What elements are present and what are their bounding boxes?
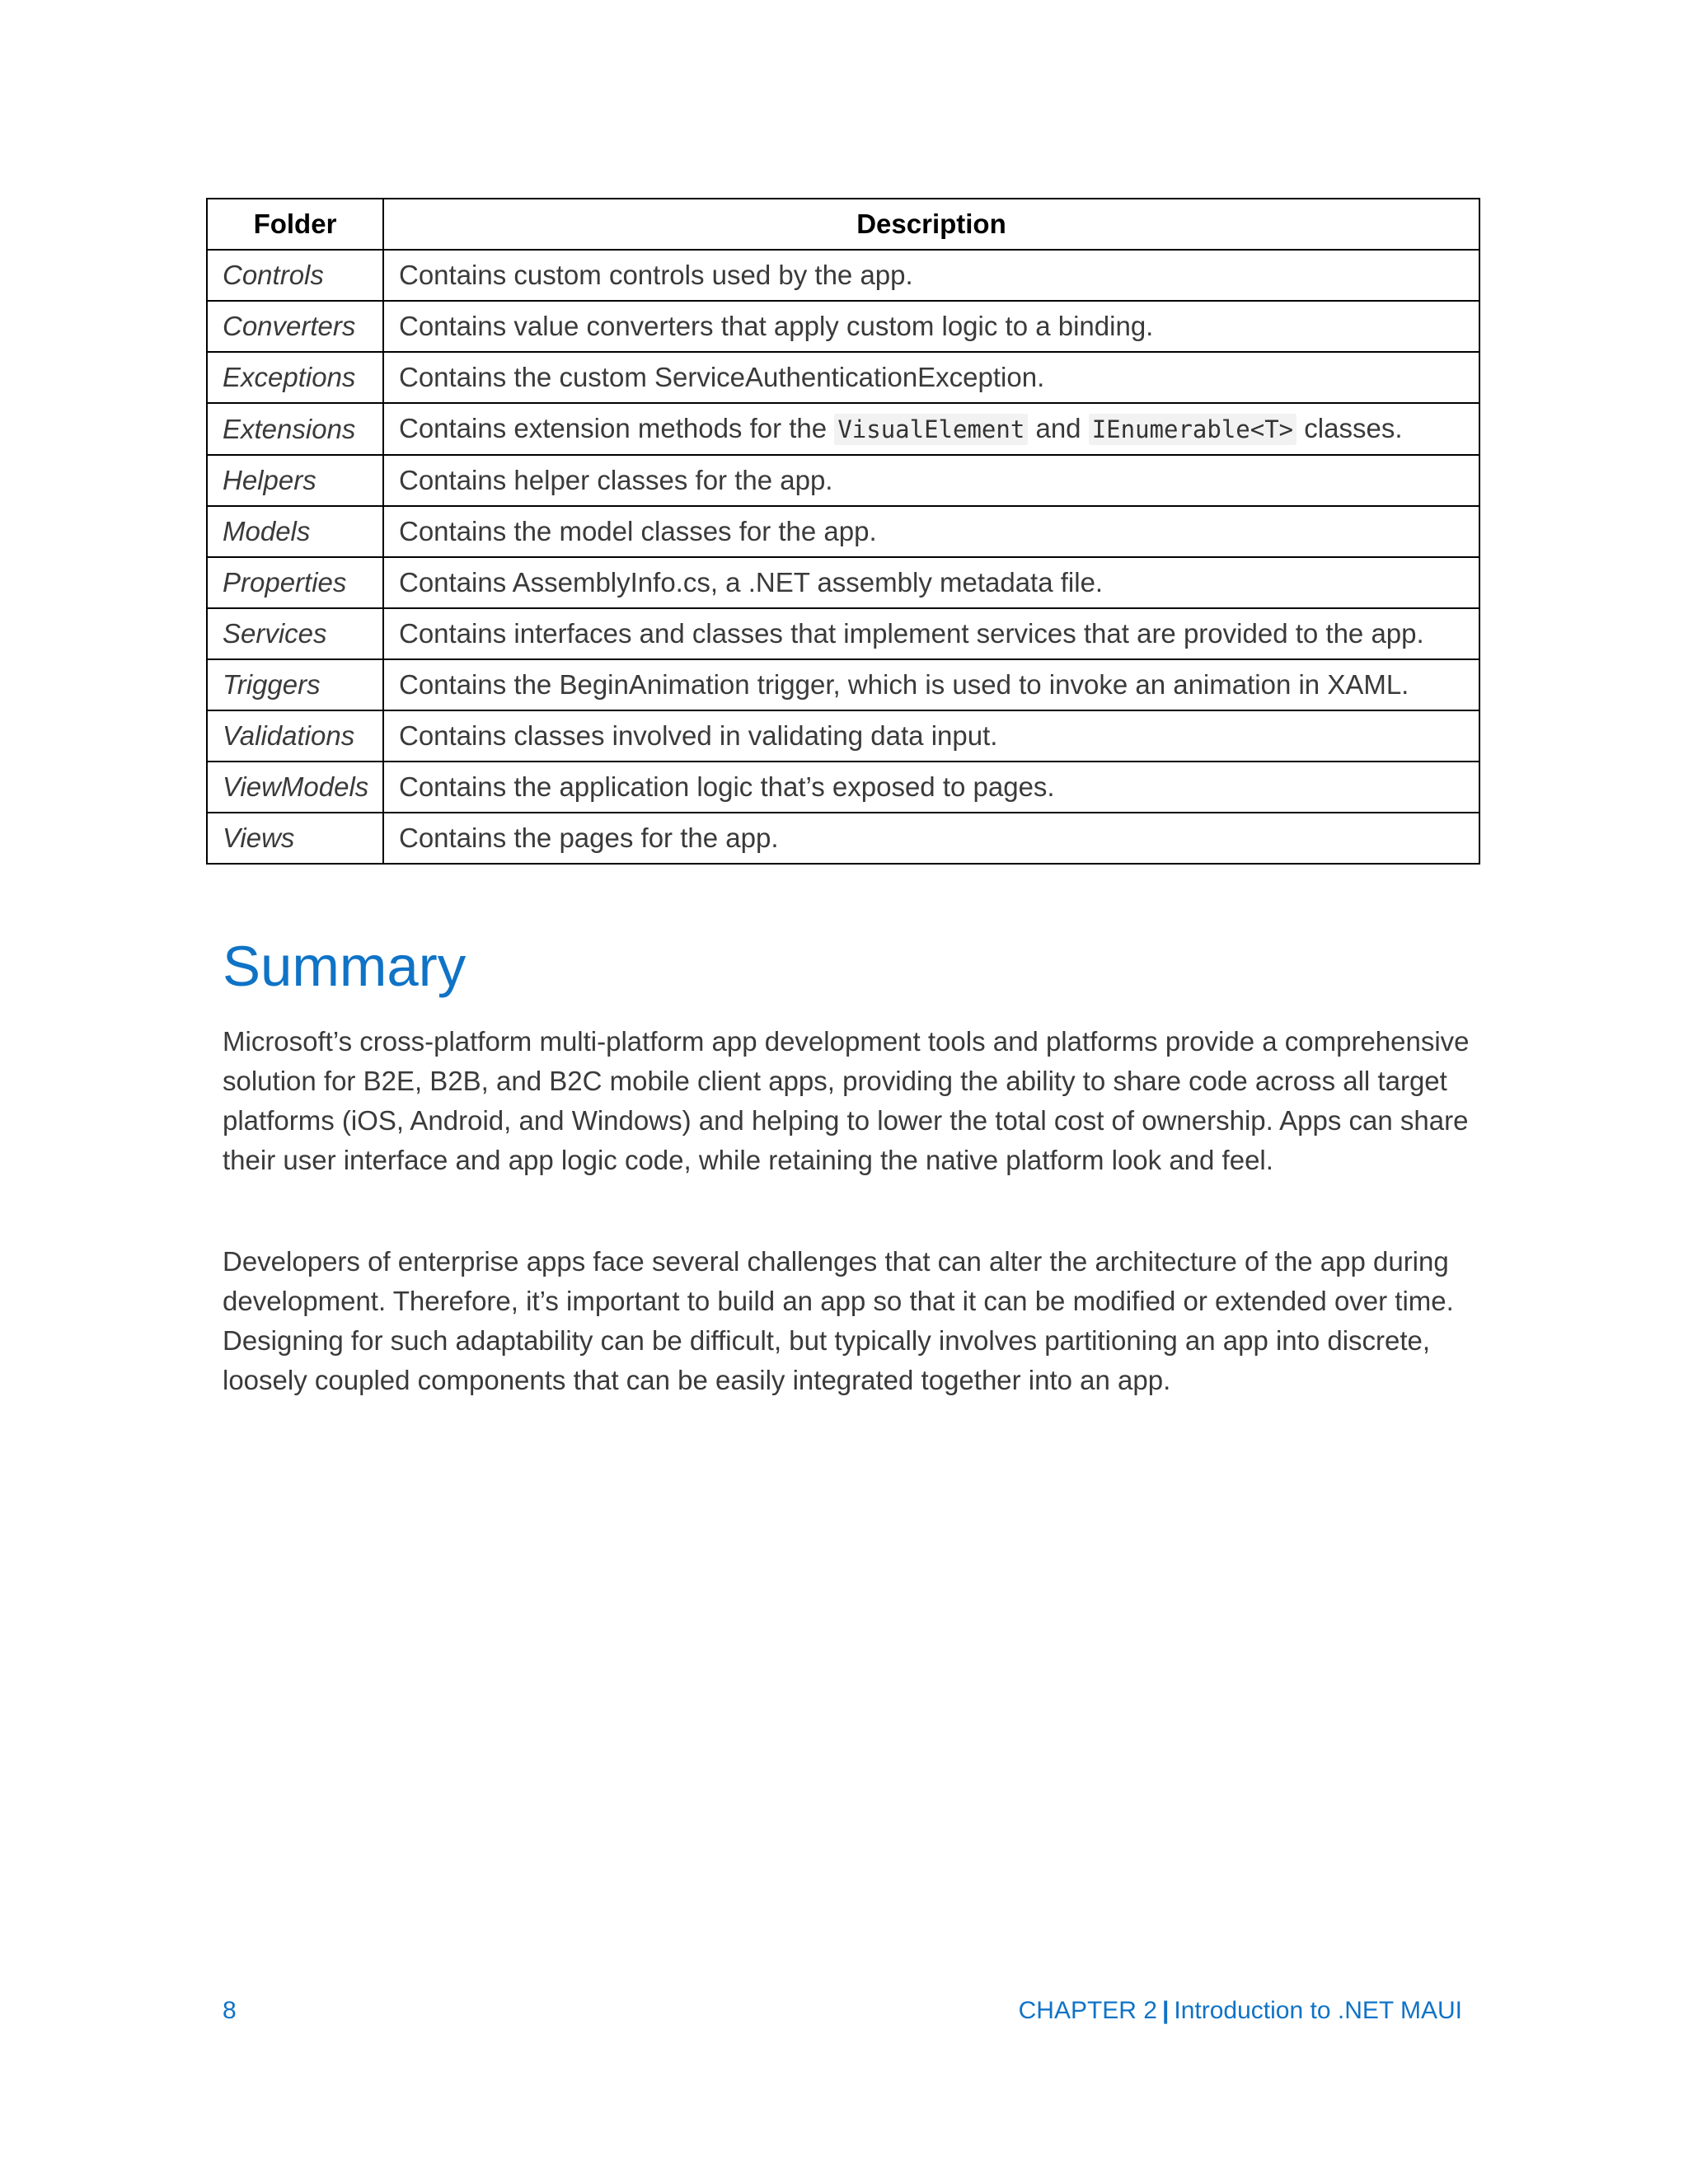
folder-cell: Services (207, 608, 383, 659)
table-row (207, 659, 1479, 710)
table-row (207, 250, 1479, 301)
page-number: 8 (223, 1997, 237, 2024)
table-row (207, 455, 1479, 506)
table-row (207, 403, 1479, 455)
table-row (207, 608, 1479, 659)
folder-table (206, 198, 1480, 865)
chapter-title: Introduction to .NET MAUI (1174, 1997, 1462, 2024)
description-column-header: Description (383, 199, 1479, 250)
folder-cell: Controls (207, 250, 383, 301)
code-visual-element: VisualElement (834, 414, 1028, 445)
chapter-label: CHAPTER 2 (1018, 1997, 1157, 2024)
table-header-row (207, 199, 1479, 250)
description-cell: Contains helper classes for the app. (383, 455, 1479, 506)
table-row (207, 506, 1479, 557)
code-ienumerable: IEnumerable<T> (1089, 414, 1296, 445)
summary-paragraph: Developers of enterprise apps face several challenges that can alter the architecture of the app during development. Therefore, it’s important to build an app so that it can be modified or extended over time. Designing for such adaptability can be difficult, but typically involves partitioning an app into discrete, loosely coupled components that can be easily integrated together into an app. (223, 1246, 1454, 1395)
folder-cell: ViewModels (207, 762, 383, 813)
description-text: and (1028, 413, 1089, 443)
table-row (207, 557, 1479, 608)
folder-cell: Validations (207, 710, 383, 762)
description-cell: Contains the application logic that’s exposed to pages. (383, 762, 1479, 813)
summary-paragraph: Microsoft’s cross-platform multi-platform app development tools and platforms provide a comprehensive solution for B2E, B2B, and B2C mobile client apps, providing the ability to share code across all target platforms (iOS, Android, and Windows) and helping to lower the total cost of ownership. Apps can share their user interface and app logic code, while retaining the native platform look and feel. (223, 1026, 1470, 1175)
description-cell: Contains the BeginAnimation trigger, which is used to invoke an animation in XAML. (383, 659, 1479, 710)
description-cell: Contains custom controls used by the app. (383, 250, 1479, 301)
summary-heading: Summary (223, 935, 467, 998)
description-cell: Contains interfaces and classes that implement services that are provided to the app. (383, 608, 1479, 659)
description-cell: Contains the custom ServiceAuthenticationException. (383, 352, 1479, 403)
description-cell: Contains classes involved in validating data input. (383, 710, 1479, 762)
table-row (207, 813, 1479, 864)
folder-cell: Views (207, 813, 383, 864)
table-row (207, 762, 1479, 813)
description-cell: Contains AssemblyInfo.cs, a .NET assembly metadata file. (383, 557, 1479, 608)
footer-separator: | (1162, 1997, 1170, 2024)
description-text: classes. (1296, 413, 1403, 443)
table-row (207, 352, 1479, 403)
description-text: Contains extension methods for the (399, 413, 835, 443)
folder-cell: Helpers (207, 455, 383, 506)
folder-cell: Properties (207, 557, 383, 608)
description-cell: Contains value converters that apply custom logic to a binding. (383, 301, 1479, 352)
description-cell (383, 403, 1479, 455)
chapter-footer (1019, 1994, 1462, 2027)
description-cell: Contains the model classes for the app. (383, 506, 1479, 557)
description-cell: Contains the pages for the app. (383, 813, 1479, 864)
table-row (207, 710, 1479, 762)
folder-cell: Triggers (207, 659, 383, 710)
folder-cell: Models (207, 506, 383, 557)
folder-cell: Exceptions (207, 352, 383, 403)
folder-cell: Converters (207, 301, 383, 352)
folder-cell: Extensions (207, 403, 383, 455)
folder-column-header: Folder (207, 199, 383, 250)
table-row (207, 301, 1479, 352)
